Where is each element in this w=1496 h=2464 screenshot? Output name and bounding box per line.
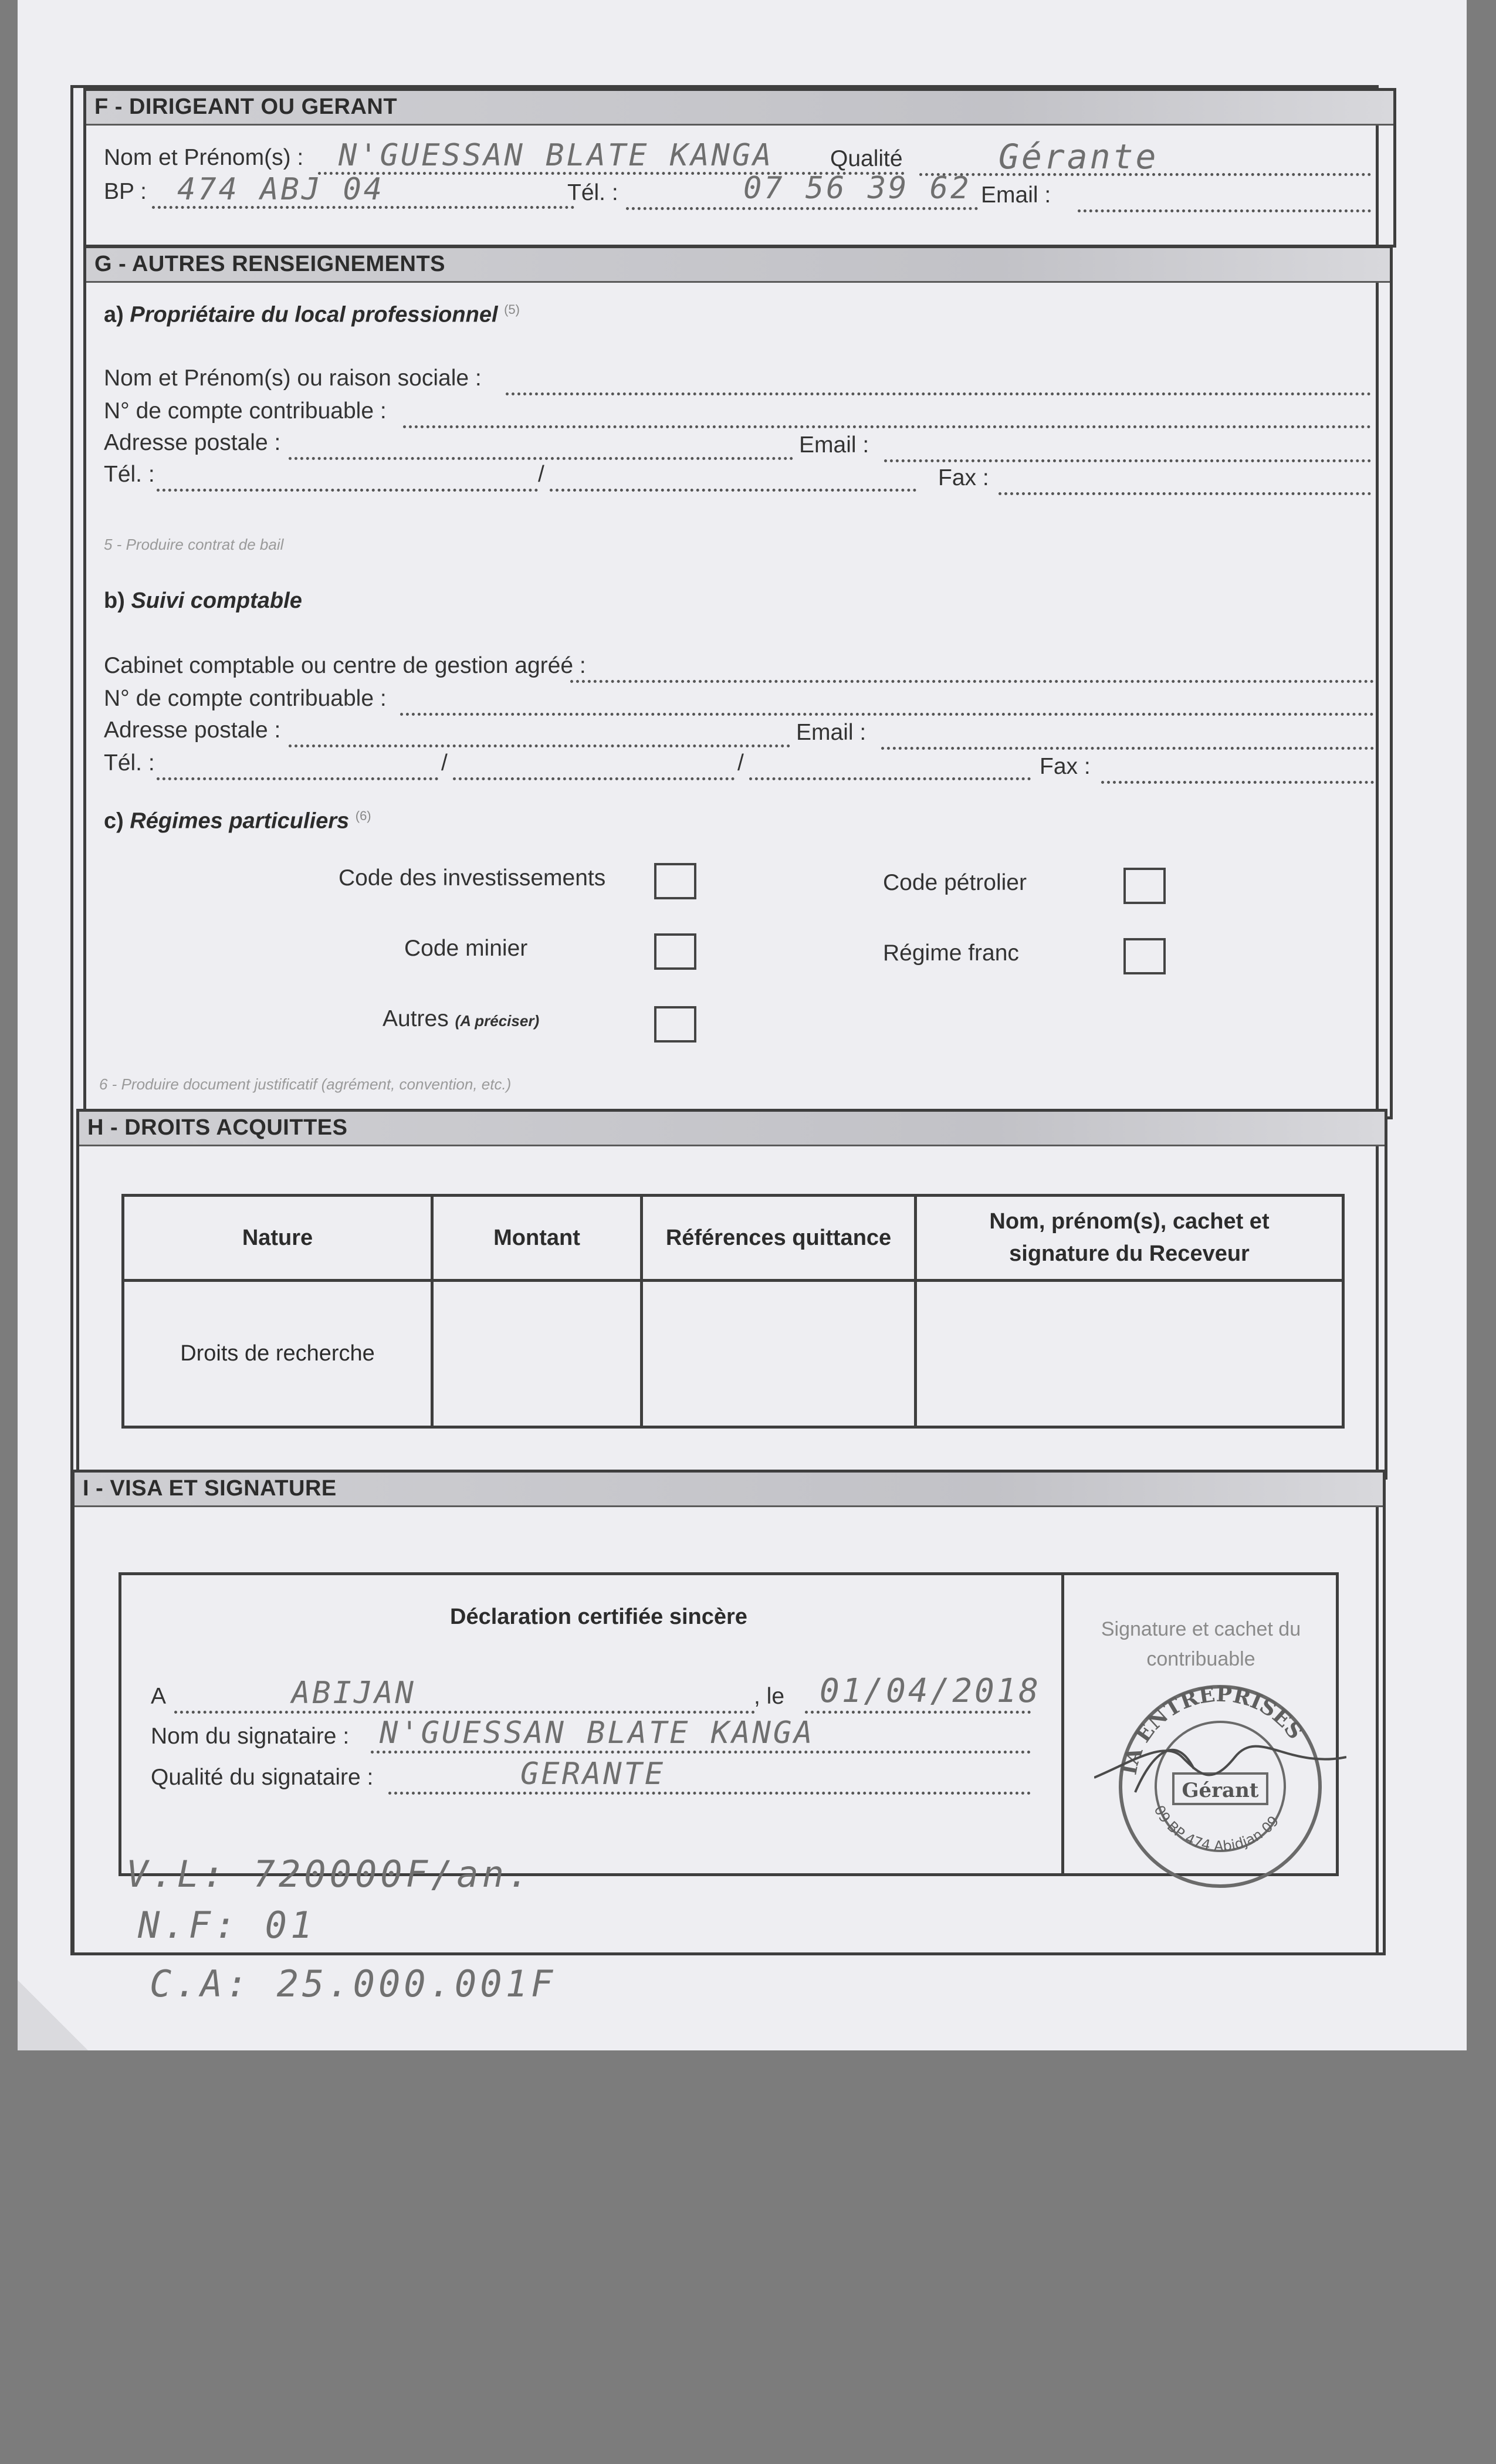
i-nom-sig-value: N'GUESSAN BLATE KANGA: [380, 1715, 815, 1751]
g-c-letter: c): [104, 808, 124, 834]
g-b-tel-line3: [749, 777, 1031, 780]
g-b-email-line: [881, 747, 1374, 750]
g-a-email-line: [884, 459, 1371, 462]
f-nom-value: N'GUESSAN BLATE KANGA: [339, 138, 774, 173]
g-b-tel-label: Tél. :: [104, 750, 155, 776]
g-b-title: Suivi comptable: [131, 588, 302, 613]
g-b-slash1: /: [441, 750, 448, 776]
droits-table: [121, 1194, 1345, 1429]
g-a-fax-label: Fax :: [938, 465, 989, 490]
section-i-header: [75, 1473, 1383, 1507]
i-nom-sig-line: [371, 1751, 1031, 1754]
i-le-value: 01/04/2018: [820, 1672, 1041, 1710]
row-references[interactable]: [642, 1281, 916, 1427]
declaration-title: Déclaration certifiée sincère: [450, 1605, 747, 1629]
section-f: [83, 88, 1396, 248]
g-b-compte-line: [400, 713, 1374, 716]
g-b-tel-line1: [157, 777, 438, 780]
g-b-adresse-label: Adresse postale :: [104, 717, 281, 743]
col-receveur: Nom, prénom(s), cachet et signature du Receveur: [916, 1196, 1343, 1281]
f-email-label: Email :: [981, 182, 1051, 208]
g-a-tel-line2: [550, 489, 916, 492]
g-c-heading: [104, 808, 371, 834]
section-g-title: G - AUTRES RENSEIGNEMENTS: [94, 252, 446, 276]
f-tel-value: 07 56 39 62: [743, 171, 972, 206]
col-montant: Montant: [432, 1196, 642, 1281]
g-b-letter: b): [104, 588, 125, 613]
g-b-adresse-line: [289, 744, 790, 747]
g-a-adresse-label: Adresse postale :: [104, 430, 281, 455]
regime-franc-checkbox[interactable]: [1123, 938, 1166, 974]
regime-autres-checkbox[interactable]: [654, 1006, 696, 1043]
g-a-letter: a): [104, 302, 124, 327]
f-qualite-value: Gérante: [999, 137, 1159, 177]
g-a-nom-label: Nom et Prénom(s) ou raison sociale :: [104, 365, 482, 391]
regime-investissements-checkbox[interactable]: [654, 863, 696, 899]
regime-minier-label: Code minier: [404, 936, 528, 961]
f-tel-label: Tél. :: [567, 180, 618, 205]
g-a-compte-line: [403, 425, 1371, 428]
i-le-line: [805, 1711, 1031, 1714]
g-c-title: Régimes particuliers: [130, 808, 350, 834]
g-a-email-label: Email :: [799, 432, 869, 458]
col-references: Références quittance: [642, 1196, 916, 1281]
g-b-cabinet-label: Cabinet comptable ou centre de gestion agréé :: [104, 653, 586, 678]
g-a-slash: /: [538, 462, 544, 487]
i-le-label: , le: [754, 1684, 785, 1709]
g-a-heading: [104, 302, 520, 328]
stamp-bottom-text: 09 BP 474 Abidjan 09: [1150, 1802, 1282, 1855]
section-g: [83, 245, 1393, 1119]
i-a-line: [174, 1711, 755, 1714]
section-h: [76, 1109, 1387, 1480]
g-b-cabinet-line: [570, 680, 1374, 683]
g-a-nom-line: [506, 392, 1371, 395]
company-stamp: [1094, 1669, 1346, 1892]
regime-autres-text: Autres: [383, 1006, 449, 1031]
g-b-heading: [104, 588, 302, 614]
section-i-title: I - VISA ET SIGNATURE: [83, 1476, 337, 1501]
col-nature: Nature: [123, 1196, 432, 1281]
stamp-center-text: Gérant: [1182, 1779, 1259, 1802]
i-qual-sig-label: Qualité du signataire :: [151, 1765, 374, 1790]
regime-investissements-label: Code des investissements: [339, 865, 606, 891]
g-a-tel-label: Tél. :: [104, 462, 155, 487]
section-g-header: [86, 248, 1390, 283]
annotation-ca: C.A: 25.000.001F: [150, 1962, 557, 2005]
g-b-slash2: /: [737, 750, 744, 776]
i-nom-sig-label: Nom du signataire :: [151, 1724, 350, 1749]
section-f-header: [86, 91, 1393, 126]
g-b-fax-label: Fax :: [1040, 754, 1091, 779]
g-a-fax-line: [999, 492, 1371, 495]
g-a-compte-label: N° de compte contribuable :: [104, 398, 387, 424]
regime-petrolier-label: Code pétrolier: [883, 870, 1027, 895]
g-c-sup: (6): [355, 808, 371, 823]
i-a-value: ABIJAN: [292, 1676, 416, 1711]
f-bp-value: 474 ABJ 04: [177, 172, 385, 207]
f-email-line: [1078, 209, 1371, 212]
section-f-title: F - DIRIGEANT OU GERANT: [94, 94, 398, 119]
i-a-label: A: [151, 1684, 167, 1709]
section-h-header: [79, 1112, 1385, 1146]
f-qualite-label: Qualité: [830, 146, 903, 171]
g-a-sup: (5): [504, 302, 520, 317]
regime-autres-label: [383, 1006, 539, 1032]
table-row: [123, 1281, 1343, 1427]
regime-autres-note: (A préciser): [455, 1012, 540, 1030]
regime-franc-label: Régime franc: [883, 940, 1019, 966]
row-montant[interactable]: [432, 1281, 642, 1427]
g-c-note: 6 - Produire document justificatif (agrément, convention, etc.): [99, 1075, 512, 1093]
f-bp-label: BP :: [104, 179, 147, 204]
f-tel-line: [626, 207, 978, 210]
row-nature: Droits de recherche: [123, 1281, 432, 1427]
row-receveur[interactable]: [916, 1281, 1343, 1427]
g-b-email-label: Email :: [796, 720, 867, 745]
signature-box-title: Signature et cachet du contribuable: [1101, 1618, 1301, 1670]
g-b-tel-line2: [453, 777, 735, 780]
annotation-vl: V.L: 720000F/an.: [126, 1853, 533, 1896]
g-a-title: Propriétaire du local professionnel: [130, 302, 498, 327]
i-qual-sig-line: [388, 1792, 1031, 1795]
g-b-fax-line: [1101, 781, 1374, 784]
droits-table-header-row: [123, 1196, 1343, 1281]
regime-petrolier-checkbox[interactable]: [1123, 868, 1166, 904]
annotation-nf: N.F: 01: [138, 1904, 316, 1947]
page-fold-corner: [18, 1980, 88, 2050]
stamp-top-text: IA ENTREPRISES: [1116, 1681, 1308, 1777]
regime-minier-checkbox[interactable]: [654, 933, 696, 970]
i-qual-sig-value: GERANTE: [520, 1756, 666, 1792]
f-nom-label: Nom et Prénom(s) :: [104, 145, 304, 170]
g-a-tel-line1: [157, 489, 538, 492]
g-a-adresse-line: [289, 457, 793, 460]
g-a-note: 5 - Produire contrat de bail: [104, 536, 284, 553]
section-h-title: H - DROITS ACQUITTES: [87, 1115, 348, 1140]
g-b-compte-label: N° de compte contribuable :: [104, 686, 387, 711]
